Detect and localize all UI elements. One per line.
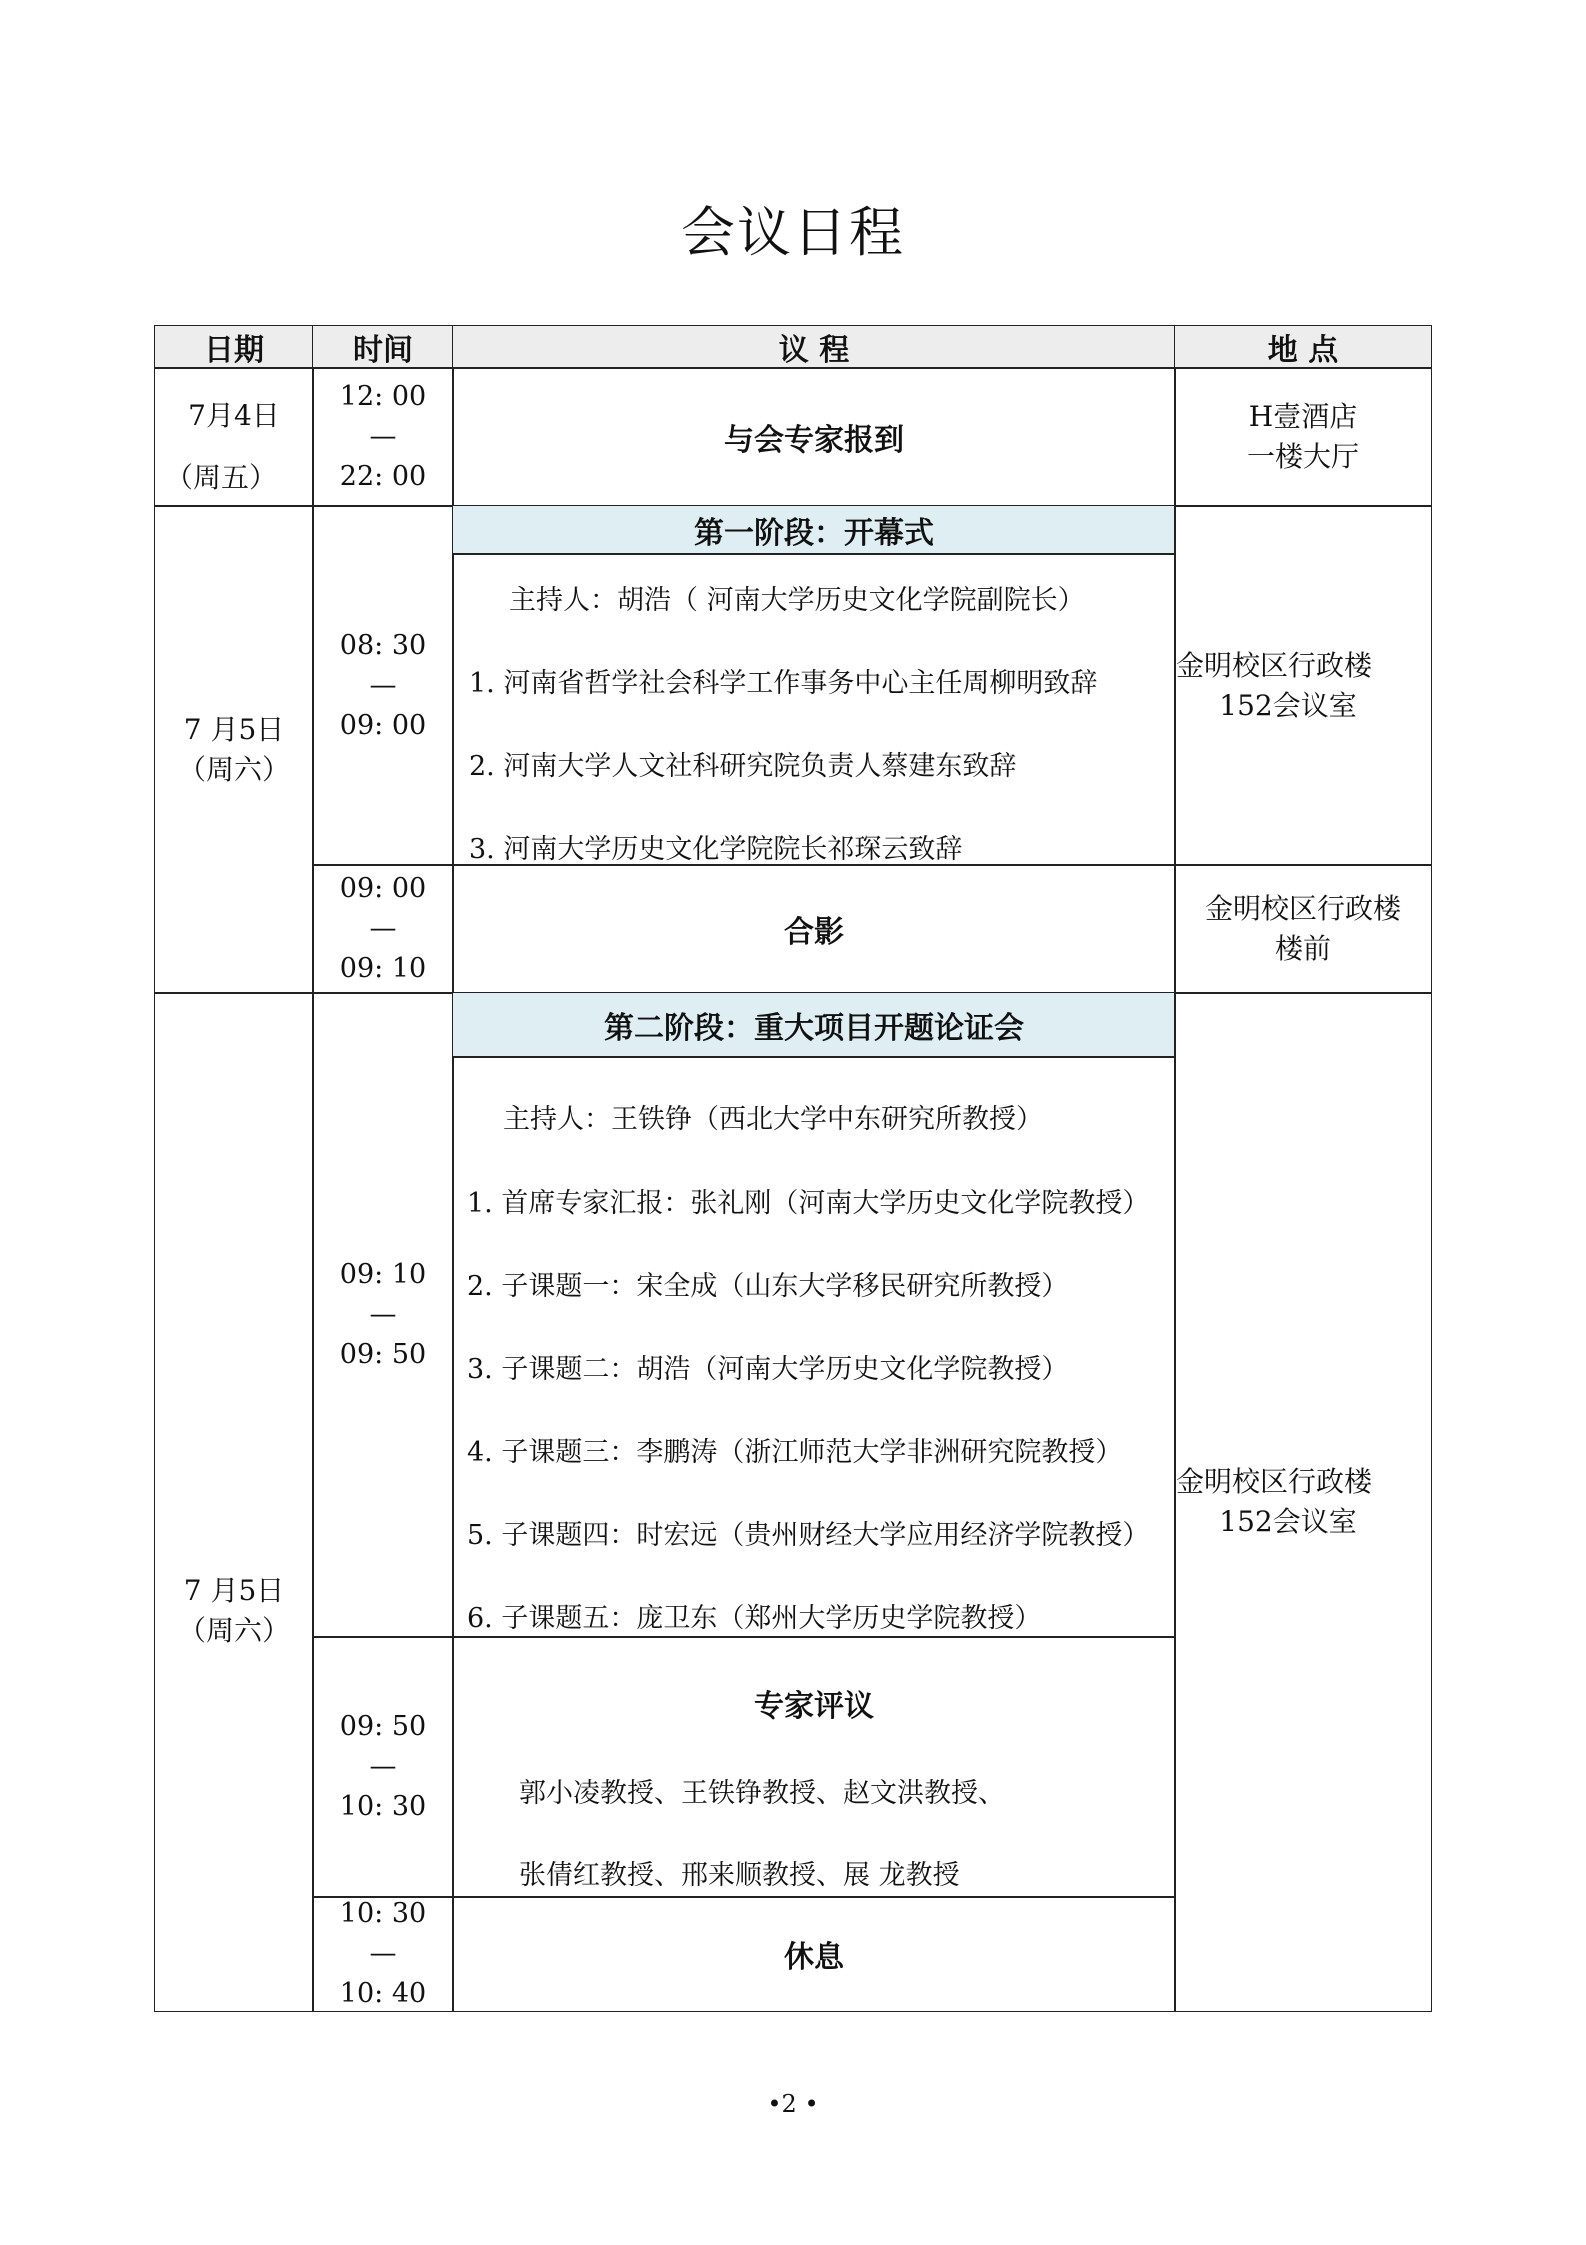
row3-item-4: 4. 子课题三：李鹏涛（浙江师范大学非洲研究院教授）: [467, 1437, 1123, 1468]
row1-agenda-cell: [452, 367, 1176, 507]
row1-agenda: 与会专家报到: [724, 423, 904, 458]
row2-date-cell: 7 月5日 （周六）: [154, 505, 314, 994]
row3-location-cell: 金明校区行政楼 152会议室: [1174, 992, 1432, 2012]
row2-time-cell: 08: 30 — 09: 00: [312, 505, 454, 866]
row3-date-cell: 7 月5日 （周六）: [154, 992, 314, 2012]
row3-item-3: 3. 子课题二：胡浩（河南大学历史文化学院教授）: [467, 1354, 1069, 1385]
row2-item-1: 1. 河南省哲学社会科学工作事务中心主任周柳明致辞: [469, 668, 1098, 699]
row1-location-cell: H壹酒店 一楼大厅: [1174, 367, 1432, 507]
row2-agenda-cell: [452, 553, 1176, 866]
row3-item-5: 5. 子课题四：时宏远（贵州财经大学应用经济学院教授）: [467, 1520, 1150, 1551]
header-location: 地 点: [1174, 325, 1432, 369]
row3-item-2: 2. 子课题一：宋全成（山东大学移民研究所教授）: [467, 1271, 1069, 1302]
review-experts-line1: 郭小凌教授、王铁铮教授、赵文洪教授、: [519, 1778, 1005, 1809]
review-time-cell: 09: 50 — 10: 30: [312, 1636, 454, 1898]
header-date: 日期: [154, 325, 314, 369]
row3-time-cell: 09: 10 — 09: 50: [312, 992, 454, 1638]
row3-agenda-cell: [452, 1056, 1176, 1638]
photo-agenda: 合影: [784, 915, 844, 950]
header-agenda: 议 程: [452, 325, 1176, 369]
break-time-cell: 10: 30 — 10: 40: [312, 1896, 454, 2012]
review-agenda-cell: [452, 1636, 1176, 1898]
review-agenda: 专家评议: [754, 1689, 874, 1724]
break-agenda: 休息: [784, 1940, 844, 1975]
page-number: •2 •: [767, 2090, 819, 2118]
page-title: 会议日程: [681, 201, 905, 264]
row1-date-cell: [154, 367, 314, 507]
row2-item-2: 2. 河南大学人文社科研究院负责人蔡建东致辞: [469, 751, 1017, 782]
row3-item-6: 6. 子课题五：庞卫东（郑州大学历史学院教授）: [467, 1603, 1042, 1634]
row2-location-cell: 金明校区行政楼 152会议室: [1174, 505, 1432, 866]
review-experts-line2: 张倩红教授、邢来顺教授、展 龙教授: [519, 1860, 960, 1891]
row1-weekday: （周五）: [165, 461, 278, 494]
row1-date: 7月4日: [188, 399, 280, 432]
row3-host: 主持人：王铁铮（西北大学中东研究所教授）: [503, 1104, 1043, 1135]
row2-host: 主持人：胡浩（ 河南大学历史文化学院副院长）: [509, 585, 1085, 616]
row1-time-cell: 12: 00 — 22: 00: [312, 367, 454, 507]
row3-item-1: 1. 首席专家汇报：张礼刚（河南大学历史文化学院教授）: [467, 1188, 1150, 1219]
break-agenda-cell: [452, 1896, 1176, 2012]
section-opening-heading: 第一阶段：开幕式: [452, 505, 1176, 555]
header-time: 时间: [312, 325, 454, 369]
photo-location-cell: 金明校区行政楼 楼前: [1174, 864, 1432, 994]
photo-time-cell: 09: 00 — 09: 10: [312, 864, 454, 994]
section-demonstration-heading: 第二阶段：重大项目开题论证会: [452, 992, 1176, 1058]
row2-item-3: 3. 河南大学历史文化学院院长祁琛云致辞: [469, 834, 963, 865]
photo-agenda-cell: [452, 864, 1176, 994]
